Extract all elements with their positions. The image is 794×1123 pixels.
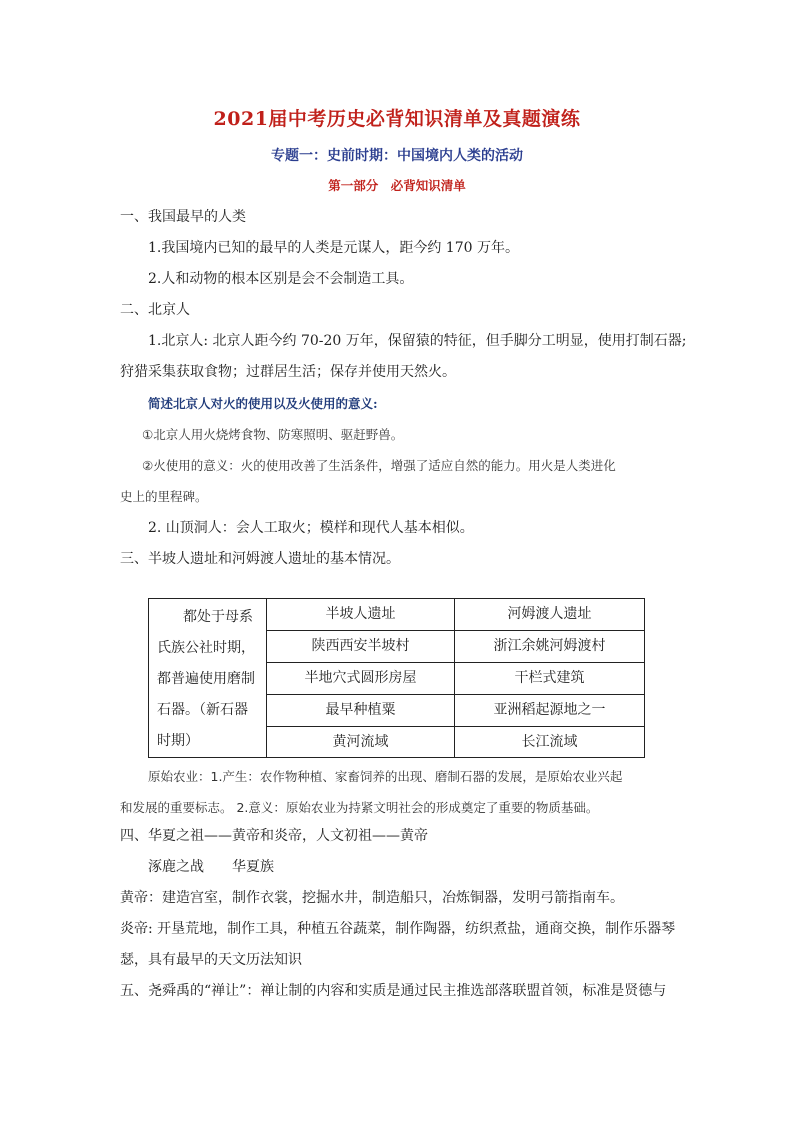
section-4-keywords: 涿鹿之战 华夏族 xyxy=(148,859,274,875)
section-4-heading: 四、华夏之祖——黄帝和炎帝，人文初祖——黄帝 xyxy=(120,828,428,844)
section-2-point-1-line-2: 狩猎采集获取食物；过群居生活；保存并使用天然火。 xyxy=(120,364,456,380)
table-cell: 陕西西安半坡村 xyxy=(267,631,455,662)
agriculture-note-line-1: 原始农业：1.产生：农作物种植、家畜饲养的出现、磨制石器的发展，是原始农业兴起 xyxy=(148,769,623,784)
fire-answer-2-line-1: ②火使用的意义：火的使用改善了生活条件，增强了适应自然的能力。用火是人类进化 xyxy=(142,458,616,473)
merged-cell-line: 石器。（新石器 xyxy=(157,702,248,718)
part-label: 第一部分 必背知识清单 xyxy=(328,178,466,193)
table-cell: 半地穴式圆形房屋 xyxy=(267,663,455,694)
table-cell: 河姆渡人遗址 xyxy=(507,606,592,622)
fire-answer-2-line-2: 史上的里程碑。 xyxy=(120,489,208,504)
merged-cell-line: 氏族公社时期， xyxy=(157,640,255,656)
huangdi-achievements: 黄帝：建造宫室，制作衣裳，挖掘水井，制造船只，冶炼铜器，发明弓箭指南车。 xyxy=(120,890,624,906)
merged-cell-line: 都普遍使用磨制 xyxy=(157,671,255,687)
table-row xyxy=(267,727,644,759)
table-merged-cell xyxy=(149,599,267,757)
table-cell: 半坡人遗址 xyxy=(267,599,455,630)
section-1-point-1: 1.我国境内已知的最早的人类是元谋人，距今约 170 万年。 xyxy=(148,240,519,256)
section-2-point-2: 2. 山顶洞人：会人工取火；模样和现代人基本相似。 xyxy=(148,520,474,536)
section-3-heading: 三、半坡人遗址和河姆渡人遗址的基本情况。 xyxy=(120,551,400,567)
section-2-heading: 二、北京人 xyxy=(120,302,190,318)
section-1-heading: 一、我国最早的人类 xyxy=(120,209,246,225)
table-cell: 黄河流域 xyxy=(267,727,455,758)
table-cell: 最早种植粟 xyxy=(267,695,455,726)
table-row xyxy=(267,599,644,631)
fire-question: 简述北京人对火的使用以及火使用的意义: xyxy=(148,396,378,411)
merged-cell-line: 时期） xyxy=(157,733,199,749)
table-cell: 干栏式建筑 xyxy=(514,670,585,686)
table-row xyxy=(267,663,644,695)
document-title: 2021届中考历史必背知识清单及真题演练 xyxy=(213,108,581,130)
table-cell: 亚洲稻起源地之一 xyxy=(493,702,606,718)
section-2-point-1-line-1: 1.北京人: 北京人距今约 70-20 万年，保留猿的特征，但手脚分工明显，使用打制石器; xyxy=(148,333,687,349)
table-row xyxy=(267,695,644,727)
yandi-achievements-line-2: 瑟，具有最早的天文历法知识 xyxy=(120,952,302,968)
merged-cell-line: 都处于母系 xyxy=(183,609,253,625)
fire-answer-1: ①北京人用火烧烤食物、防寒照明、驱赶野兽。 xyxy=(142,427,404,442)
topic-subtitle: 专题一：史前时期：中国境内人类的活动 xyxy=(271,148,523,164)
section-1-point-2: 2.人和动物的根本区别是会不会制造工具。 xyxy=(148,271,414,287)
agriculture-note-line-2: 和发展的重要标志。 2.意义：原始农业为持紧文明社会的形成奠定了重要的物质基础。 xyxy=(120,800,599,815)
yandi-achievements-line-1: 炎帝: 开垦荒地，制作工具，种植五谷蔬菜，制作陶器，纺织煮盐，通商交换，制作乐器琴 xyxy=(120,921,676,937)
table-row xyxy=(267,631,644,663)
comparison-table xyxy=(148,598,645,758)
table-cell: 浙江余姚河姆渡村 xyxy=(493,638,606,654)
section-5-heading: 五、尧舜禹的“禅让”：禅让制的内容和实质是通过民主推选部落联盟首领，标准是贤德与 xyxy=(120,983,667,999)
table-cell: 长江流域 xyxy=(521,734,578,750)
